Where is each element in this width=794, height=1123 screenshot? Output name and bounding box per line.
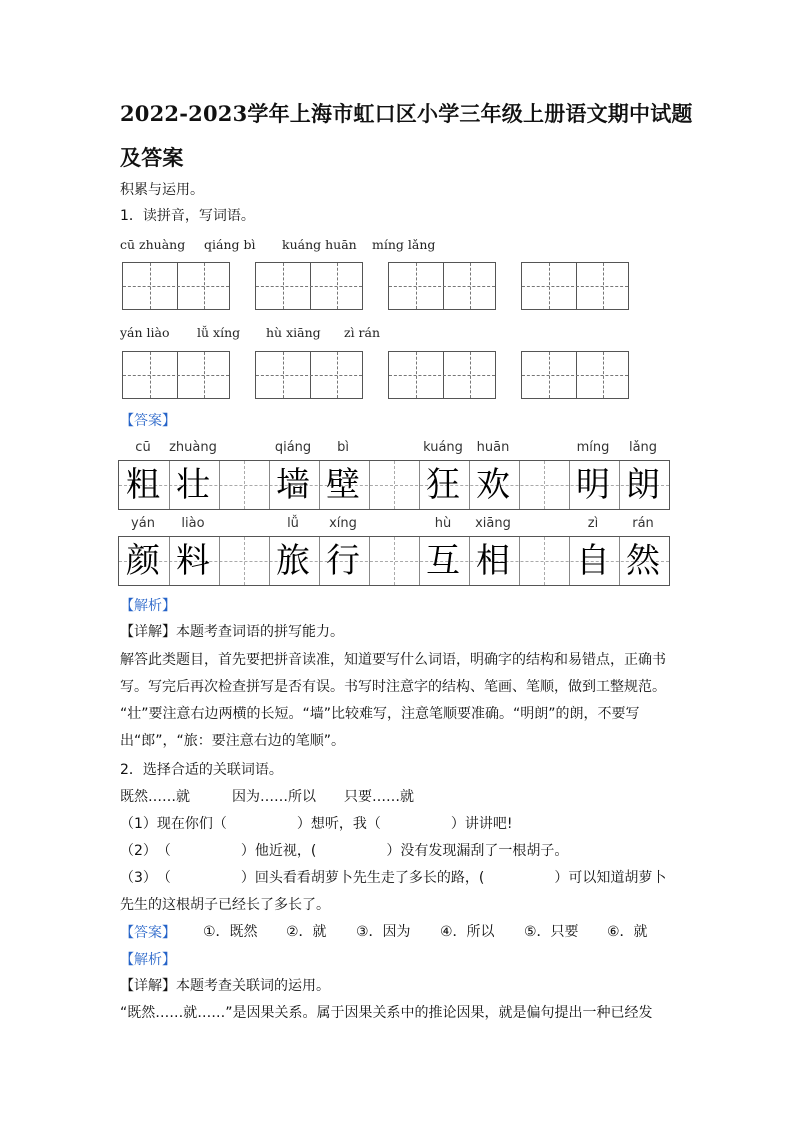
- q2-answer-5: ⑤．只要: [524, 924, 579, 940]
- answer-pinyin: huān: [476, 440, 510, 455]
- q1-pinyin-5: yán liào: [120, 325, 170, 340]
- answer-char: 墙: [276, 465, 310, 505]
- answer-char: 明: [576, 465, 610, 505]
- writing-grid: [122, 351, 230, 399]
- q2-detail-tag: 【详解】: [120, 978, 176, 994]
- q2-answer-3: ③．因为: [356, 924, 411, 940]
- q1-explain-line-3: “壮”要注意右边两横的长短。“墙”比较难写，注意笔顺要准确。“明朗”的朗，不要写: [120, 706, 640, 722]
- page-title-line1: 2022-2023学年上海市虹口区小学三年级上册语文期中试题: [120, 101, 693, 126]
- q2-option-2: 因为……所以: [232, 789, 316, 805]
- q1-analysis-tag: 【解析】: [120, 598, 176, 614]
- q1-prompt: 1．读拼音，写词语。: [120, 208, 255, 224]
- answer-pinyin: cū: [135, 440, 151, 455]
- q1-detail-text: 本题考查词语的拼写能力。: [176, 624, 344, 640]
- answer-char: 壮: [176, 465, 210, 505]
- q1-pinyin-4: míng lǎng: [372, 237, 436, 252]
- q2-answer-1: ①．既然: [203, 924, 258, 940]
- q2-answer-2: ②．就: [286, 924, 327, 940]
- writing-grid: [255, 262, 363, 310]
- q1-answer-tag: 【答案】: [120, 413, 176, 429]
- q2-item-2: （2） （ ）他近视，( ）没有发现漏刮了一根胡子。: [120, 843, 569, 859]
- q2-option-1: 既然……就: [120, 789, 190, 805]
- q2-item-1: （1）现在你们（ ）想听，我（ ）讲讲吧!: [120, 816, 513, 832]
- q1-pinyin-6: lǚ xíng: [197, 325, 241, 340]
- q2-explain-line: “既然……就……”是因果关系。属于因果关系中的推论因果，就是偏句提出一种已经发: [120, 1005, 653, 1021]
- writing-grid: [521, 262, 629, 310]
- q1-pinyin-8: zì rán: [344, 325, 381, 340]
- answer-pinyin: bì: [337, 440, 349, 455]
- q1-explain-line-2: 写。写完后再次检查拼写是否有误。书写时注意字的结构、笔画、笔顺，做到工整规范。: [120, 679, 666, 695]
- writing-grid: [388, 351, 496, 399]
- q2-item-3: （3） （ ）回头看看胡萝卜先生走了多长的路，( ）可以知道胡萝卜: [120, 870, 667, 886]
- answer-char: 相: [476, 541, 510, 581]
- answer-pinyin: lǎng: [628, 440, 658, 455]
- answer-char: 互: [426, 541, 460, 581]
- answer-char: 料: [176, 541, 210, 581]
- section-heading: 积累与运用。: [120, 182, 204, 198]
- q1-pinyin-1: cū zhuàng: [120, 237, 186, 252]
- q2-prompt: 2．选择合适的关联词语。: [120, 762, 283, 778]
- answer-pinyin: hù: [434, 516, 452, 531]
- writing-grid: [521, 351, 629, 399]
- answer-pinyin: míng: [576, 440, 610, 455]
- q1-explain-line-1: 解答此类题目，首先要把拼音读准，知道要写什么词语，明确字的结构和易错点，正确书: [120, 652, 666, 668]
- answer-pinyin: liào: [181, 516, 205, 531]
- q2-analysis-tag: 【解析】: [120, 952, 176, 968]
- q1-pinyin-2: qiáng bì: [204, 237, 256, 252]
- answer-char: 自: [576, 541, 610, 581]
- answer-char: 然: [626, 541, 660, 581]
- q2-answer-4: ④．所以: [440, 924, 495, 940]
- answer-char: 行: [326, 541, 360, 581]
- q1-pinyin-7: hù xiāng: [266, 325, 321, 340]
- q1-explain-line-4: 出“郎”，“旅：要注意右边的笔顺”。: [120, 733, 346, 749]
- answer-char: 狂: [426, 465, 460, 505]
- answer-char: 颜: [126, 541, 160, 581]
- page-title-line2: 及答案: [120, 145, 184, 170]
- writing-grid: [255, 351, 363, 399]
- answer-pinyin: qiáng: [274, 440, 312, 455]
- q2-answer-6: ⑥．就: [607, 924, 648, 940]
- answer-char: 粗: [126, 465, 160, 505]
- answer-char: 欢: [476, 465, 510, 505]
- q1-detail-tag: 【详解】: [120, 624, 176, 640]
- answer-pinyin: zì: [587, 516, 599, 531]
- answer-char: 朗: [626, 465, 660, 505]
- writing-grid: [388, 262, 496, 310]
- answer-pinyin: xíng: [329, 516, 357, 531]
- q2-detail: [120, 976, 330, 996]
- answer-pinyin: kuáng: [423, 440, 463, 455]
- answer-pinyin: zhuàng: [169, 440, 217, 455]
- answer-pinyin: rán: [632, 516, 654, 531]
- q1-pinyin-3: kuáng huān: [282, 237, 357, 252]
- q2-option-3: 只要……就: [344, 789, 414, 805]
- answer-pinyin: lǚ: [287, 516, 299, 531]
- answer-pinyin: xiāng: [475, 516, 511, 531]
- answer-pinyin: yán: [131, 516, 155, 531]
- q2-detail-text: 本题考查关联词的运用。: [176, 978, 330, 994]
- answer-char: 旅: [276, 541, 310, 581]
- q2-item-3-cont: 先生的这根胡子已经长了多长了。: [120, 897, 330, 913]
- writing-grid: [122, 262, 230, 310]
- q1-detail: [120, 622, 344, 642]
- answer-char: 壁: [326, 465, 360, 505]
- q2-answer-tag: 【答案】: [120, 925, 176, 941]
